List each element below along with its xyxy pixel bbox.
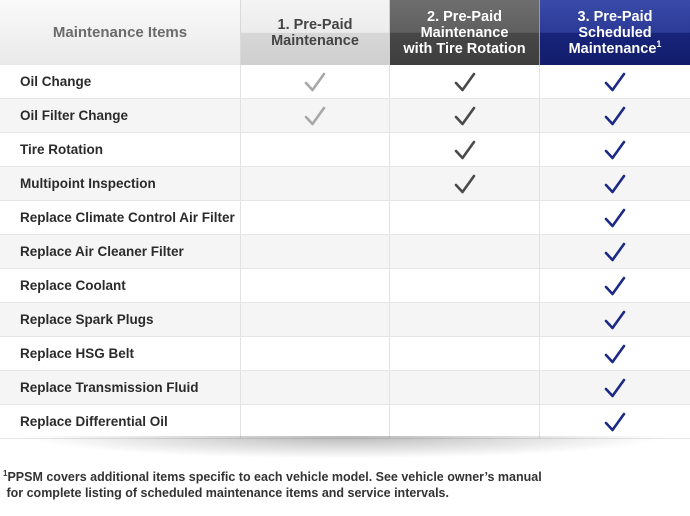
header-plan-3-line2: Scheduled (578, 24, 652, 41)
footnote-line1: PPSM covers additional items specific to each vehicle model. See vehicle owner’s manual (7, 470, 542, 485)
table-row (0, 133, 690, 167)
checkmark-icon (453, 70, 477, 94)
plan-2-cell (390, 303, 540, 336)
header-plan-3-line1: 3. Pre-Paid (577, 8, 653, 25)
plan-1-cell (241, 269, 390, 302)
table-row (0, 235, 690, 269)
header-plan-3 (540, 0, 690, 65)
plan-2-cell (390, 99, 540, 132)
plan-1-cell (241, 235, 390, 268)
maintenance-item-label: Replace Transmission Fluid (0, 371, 241, 404)
header-plan-2-line3: with Tire Rotation (403, 40, 526, 57)
plan-2-cell (390, 133, 540, 166)
plan-2-cell (390, 337, 540, 370)
plan-3-cell (540, 405, 690, 438)
checkmark-icon (303, 70, 327, 94)
plan-1-cell (241, 371, 390, 404)
checkmark-icon (603, 342, 627, 366)
table-row (0, 303, 690, 337)
plan-2-cell (390, 405, 540, 438)
table-body (0, 65, 690, 439)
maintenance-item-label: Replace Differential Oil (0, 405, 241, 438)
header-plan-3-line3: Maintenance (568, 40, 657, 57)
table-shadow (30, 436, 660, 458)
plan-2-cell (390, 269, 540, 302)
maintenance-item-label: Oil Change (0, 65, 241, 98)
checkmark-icon (603, 240, 627, 264)
header-maintenance-items-label: Maintenance Items (52, 24, 188, 41)
table-row (0, 371, 690, 405)
footnote (3, 466, 542, 501)
checkmark-icon (603, 70, 627, 94)
checkmark-icon (453, 172, 477, 196)
checkmark-icon (603, 138, 627, 162)
checkmark-icon (603, 274, 627, 298)
table-row (0, 201, 690, 235)
header-plan-2-line1: 2. Pre-Paid (427, 8, 502, 25)
checkmark-icon (603, 308, 627, 332)
checkmark-icon (603, 206, 627, 230)
plan-1-cell (241, 133, 390, 166)
plan-3-cell (540, 65, 690, 98)
plan-1-cell (241, 201, 390, 234)
plan-3-cell (540, 235, 690, 268)
maintenance-item-label: Replace Climate Control Air Filter (0, 201, 241, 234)
header-plan-3-footnote-marker: 1 (656, 38, 662, 49)
table-header (0, 0, 690, 65)
table-row (0, 405, 690, 439)
header-plan-1 (241, 0, 390, 65)
checkmark-icon (603, 104, 627, 128)
plan-2-cell (390, 235, 540, 268)
plan-1-cell (241, 99, 390, 132)
checkmark-icon (303, 104, 327, 128)
header-plan-1-line2: Maintenance (271, 32, 359, 49)
header-plan-1-line1: 1. Pre-Paid (277, 16, 353, 33)
checkmark-icon (603, 410, 627, 434)
table-row (0, 269, 690, 303)
checkmark-icon (603, 376, 627, 400)
header-maintenance-items (0, 0, 241, 65)
header-plan-2-line2: Maintenance (420, 24, 509, 41)
footnote-line2: for complete listing of scheduled maintenance items and service intervals. (3, 486, 449, 501)
plan-3-cell (540, 99, 690, 132)
maintenance-item-label: Multipoint Inspection (0, 167, 241, 200)
plan-1-cell (241, 167, 390, 200)
table-row (0, 167, 690, 201)
plan-3-cell (540, 133, 690, 166)
maintenance-item-label: Replace Coolant (0, 269, 241, 302)
plan-3-cell (540, 337, 690, 370)
plan-3-cell (540, 269, 690, 302)
footnote-marker: 1 (3, 469, 8, 478)
table-row (0, 65, 690, 99)
maintenance-item-label: Oil Filter Change (0, 99, 241, 132)
maintenance-item-label: Replace Spark Plugs (0, 303, 241, 336)
plan-3-cell (540, 303, 690, 336)
maintenance-item-label: Replace HSG Belt (0, 337, 241, 370)
plan-2-cell (390, 201, 540, 234)
checkmark-icon (453, 104, 477, 128)
plan-1-cell (241, 337, 390, 370)
table-row (0, 99, 690, 133)
plan-2-cell (390, 65, 540, 98)
header-plan-2 (390, 0, 540, 65)
maintenance-item-label: Tire Rotation (0, 133, 241, 166)
checkmark-icon (453, 138, 477, 162)
checkmark-icon (603, 172, 627, 196)
plan-3-cell (540, 167, 690, 200)
table-row (0, 337, 690, 371)
plan-1-cell (241, 303, 390, 336)
plan-1-cell (241, 65, 390, 98)
maintenance-item-label: Replace Air Cleaner Filter (0, 235, 241, 268)
plan-1-cell (241, 405, 390, 438)
plan-2-cell (390, 167, 540, 200)
plan-3-cell (540, 201, 690, 234)
plan-2-cell (390, 371, 540, 404)
plan-3-cell (540, 371, 690, 404)
